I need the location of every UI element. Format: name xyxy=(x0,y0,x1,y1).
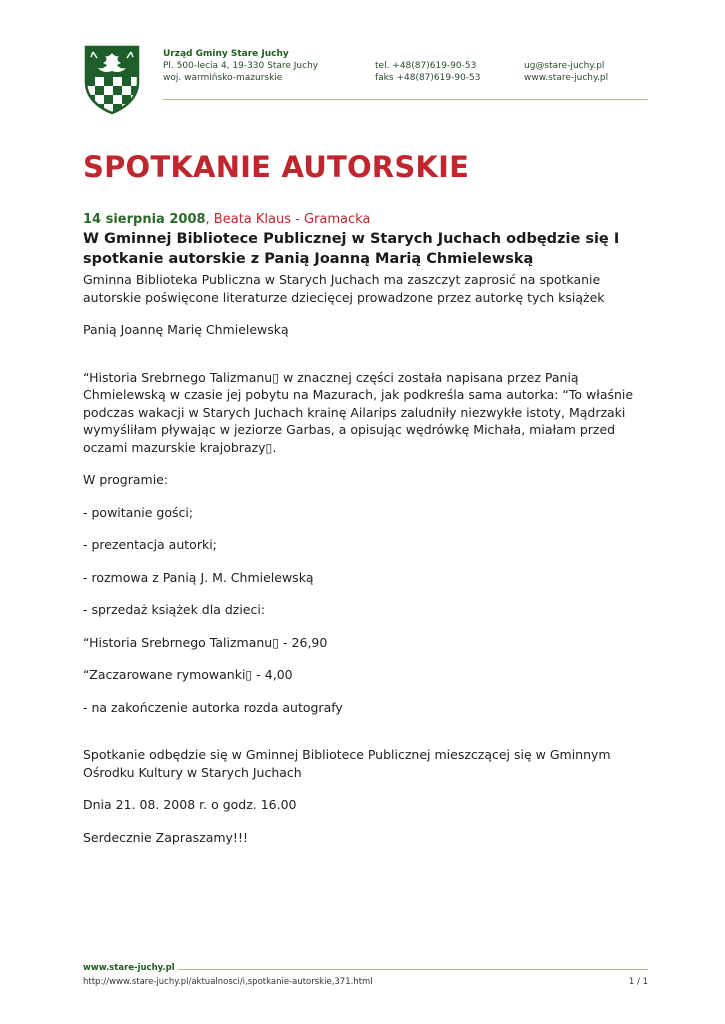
article-paragraph: Serdecznie Zapraszamy!!! xyxy=(83,829,248,845)
article-author: , Beata Klaus - Gramacka xyxy=(205,212,371,227)
footer-site-link[interactable]: www.stare-juchy.pl xyxy=(83,963,178,973)
article-meta xyxy=(83,212,370,227)
article-paragraph: “Historia Srebrnego Talizmanu▯ w znacznej części została napisana przez Panią Chmielewską w czasie jej pobytu na Mazurach, jak podkreśla sama autorka: “To właśnie podczas wakacji w Starych Juchach krainę Ailarips zaludniły niezwykłe istoty, Mądrzaki wymyśliłam pływając w jeziorze Garbas, a opisując wędrówkę Michała, miałam przed oczami mazurskie krajobrazy▯. xyxy=(83,369,634,455)
phone-number: tel. +48(87)619-90-53 xyxy=(375,61,477,71)
article-lead: W Gminnej Bibliotece Publicznej w Starych Juchach odbędzie się I spotkanie autorskie z Panią Joanną Marią Chmielewską xyxy=(83,231,620,267)
header-divider xyxy=(163,99,648,100)
article-paragraph: “Historia Srebrnego Talizmanu▯ - 26,90 xyxy=(83,634,328,650)
article-paragraph: - sprzedaż książek dla dzieci: xyxy=(83,602,266,617)
article-paragraph: - prezentacja autorki; xyxy=(83,537,217,552)
email-link[interactable]: ug@stare-juchy.pl xyxy=(524,61,605,71)
article-paragraph: Dnia 21. 08. 2008 r. o godz. 16.00 xyxy=(83,797,297,812)
article-paragraph: - rozmowa z Panią J. M. Chmielewską xyxy=(83,569,314,585)
article-body xyxy=(83,271,648,861)
fax-number: faks +48(87)619-90-53 xyxy=(375,73,481,83)
article-paragraph: Spotkanie odbędzie się w Gminnej Bibliotece Publicznej mieszczącej się w Gminnym Ośrodku Kultury w Starych Juchach xyxy=(83,747,611,780)
header-address-block xyxy=(163,48,318,84)
article-paragraph: “Zaczarowane rymowanki▯ - 4,00 xyxy=(83,667,293,682)
header-contact-block xyxy=(524,60,608,84)
website-link[interactable]: www.stare-juchy.pl xyxy=(524,73,609,83)
org-address: Pl. 500-lecia 4, 19-330 Stare Juchy xyxy=(163,61,319,71)
header-phone-block xyxy=(375,60,481,84)
article-paragraph: Panią Joannę Marię Chmielewską xyxy=(83,322,289,337)
org-region: woj. warmińsko-mazurskie xyxy=(163,73,283,83)
page-title: SPOTKANIE AUTORSKIE xyxy=(83,150,470,184)
footer-page-url[interactable]: http://www.stare-juchy.pl/aktualnosci/i,spotkanie-autorskie,371.html xyxy=(83,977,373,987)
article-paragraph: - na zakończenie autorka rozda autografy xyxy=(83,699,343,715)
article-paragraph: - powitanie gości; xyxy=(83,504,194,520)
article-paragraph: Gminna Biblioteka Publiczna w Starych Juchach ma zaszczyt zaprosić na spotkanie autorskie poświęcone literaturze dziecięcej prowadzone przez autorkę tych książek xyxy=(83,272,605,305)
article-date: 14 sierpnia 2008 xyxy=(83,212,206,227)
coat-of-arms-logo xyxy=(83,44,141,115)
article-paragraph: W programie: xyxy=(83,472,169,487)
org-name: Urząd Gminy Stare Juchy xyxy=(163,49,289,59)
footer-page-number: 1 / 1 xyxy=(628,977,648,987)
